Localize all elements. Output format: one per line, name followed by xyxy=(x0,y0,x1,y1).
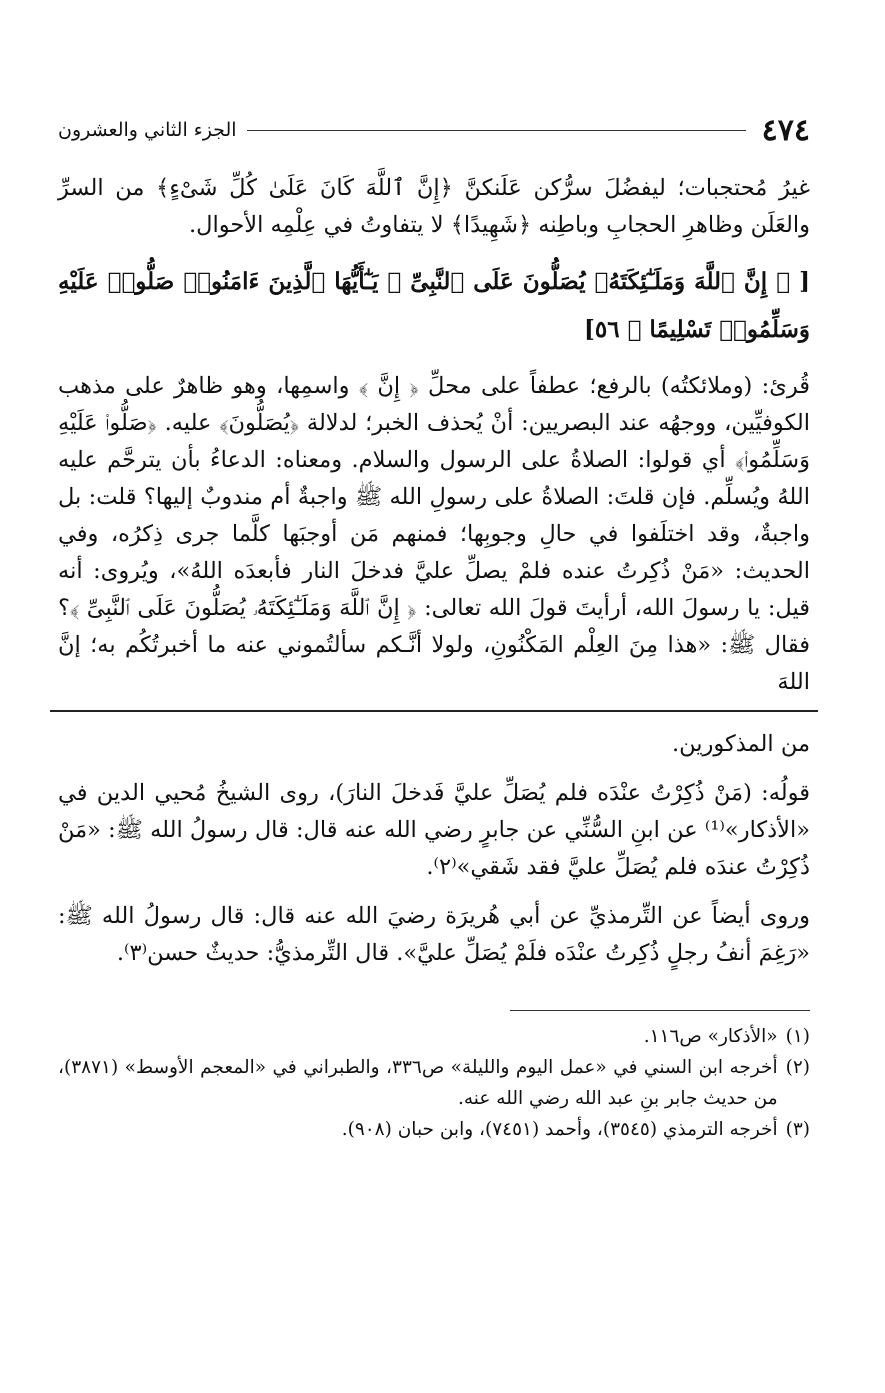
explanation-paragraph: قولُه: (مَنْ ذُكِرْتُ عنْدَه فلم يُصَلِّ عليَّ فَدخلَ النارَ)، روى الشيخُ مُحيي الدين في «الأذكار»⁽¹⁾ عن ابنِ السُّنِّي عن جابرٍ رضي الله عنه قال: قال رسولُ الله ﷺ: «مَنْ ذُكِرْتُ عندَه فلم يُصَلِّ عليَّ فقد شَقي»⁽٢⁾. xyxy=(58,780,810,880)
running-head: الجزء الثاني والعشرون xyxy=(58,119,237,141)
section-divider xyxy=(50,710,818,712)
explanation-paragraph: وروى أيضاً عن التِّرمذيِّ عن أبي هُريرَة رضيَ الله عنه قال: قال رسولُ الله ﷺ: «رَغِمَ أنفُ رجلٍ ذُكِرتُ عنْدَه فلَمْ يُصَلِّ عليَّ». قال التِّرمذيُّ: حديثٌ حسن⁽٣⁾. xyxy=(58,903,810,966)
footnote-number: (٣) xyxy=(785,1119,810,1140)
quran-verse: [ ﴿ إِنَّ ٱللَّهَ وَمَلَـٰٓئِكَتَهُۥ يُصَلُّونَ عَلَى ٱلنَّبِىِّ ۚ يَـٰٓأَيُّهَا ٱلَّذِينَ ءَامَنُوا۟ صَلُّوا۟ عَلَيْهِ وَسَلِّمُوا۟ تَسْلِيمًا ﴾ ٥٦] xyxy=(58,268,810,343)
page-header xyxy=(58,100,810,160)
footnote-rule xyxy=(510,1010,810,1011)
footnote-text: أخرجه الترمذي (٣٥٤٥)، وأحمد (٧٤٥١)، وابن حبان (٩٠٨). xyxy=(341,1119,778,1140)
footnotes xyxy=(58,1021,810,1145)
footnote-number: (١) xyxy=(785,1026,810,1047)
continuation-text: من المذكورين. xyxy=(672,731,810,757)
header-rule xyxy=(247,130,746,131)
footnote-text: «الأذكار» ص١١٦. xyxy=(643,1026,778,1047)
footnote-item xyxy=(58,1052,810,1114)
intro-paragraph: غيرُ مُحتجبات؛ ليفضُلَ سرُّكن عَلَنكنَّ ﴿إِنَّ ٱللَّهَ كَانَ عَلَىٰ كُلِّ شَىْءٍ﴾ من السرِّ والعَلَن وظاهرِ الحجابِ وباطِنه ﴿شَهِيدًا﴾ لا يتفاوتُ في عِلْمِه الأحوال. xyxy=(58,175,810,238)
book-page xyxy=(58,100,810,1145)
commentary-paragraph: قُرئ: (وملائكتُه) بالرفع؛ عطفاً على محلِّ ﴿ إِنَّ ﴾ واسمِها، وهو ظاهرٌ على مذهب الكوفيِّين، ووجهُه عند البصريين: أنْ يُحذف الخبر؛ لدلالة ﴿يُصَلُّونَ﴾ عليه. ﴿صَلُّوا۟ عَلَيْهِ وَسَلِّمُوا۟﴾ أي قولوا: الصلاةُ على الرسول والسلام. ومعناه: الدعاءُ بأن يترحَّم عليه اللهُ ويُسلِّم. فإن قلتَ: الصلاةُ على رسولِ الله ﷺ واجبةٌ أم مندوبٌ إليها؟ قلت: بل واجبةٌ، وقد اختلَفوا في حالِ وجوبِها؛ فمنهم مَن أوجبَها كلَّما جرى ذِكرُه، وفي الحديث: «مَنْ ذُكِرتُ عنده فلمْ يصلِّ عليَّ فدخلَ النار فأبعدَه اللهُ»، ويُروى: أنه قيل: يا رسولَ الله، أرأيتَ قولَ الله تعالى: ﴿ إِنَّ ٱللَّهَ وَمَلَـٰٓئِكَتَهُۥ يُصَلُّونَ عَلَى ٱلنَّبِىِّ ﴾؟ فقال ﷺ: «هذا مِنَ العِلْم المَكْنُونِ، ولولا أنَّـكم سألتُموني عنه ما أخبرتُكُم به؛ إنَّ اللهَ xyxy=(58,373,810,695)
footnote-number: (٢) xyxy=(785,1057,810,1078)
footnote-text: أخرجه ابن السني في «عمل اليوم والليلة» ص٣٣٦، والطبراني في «المعجم الأوسط» (٣٨٧١)، من حديث جابر بنِ عبد الله رضي الله عنه. xyxy=(58,1057,778,1109)
footnote-item xyxy=(58,1021,810,1052)
footnote-item xyxy=(58,1114,810,1145)
page-number: ٤٧٤ xyxy=(761,112,810,148)
